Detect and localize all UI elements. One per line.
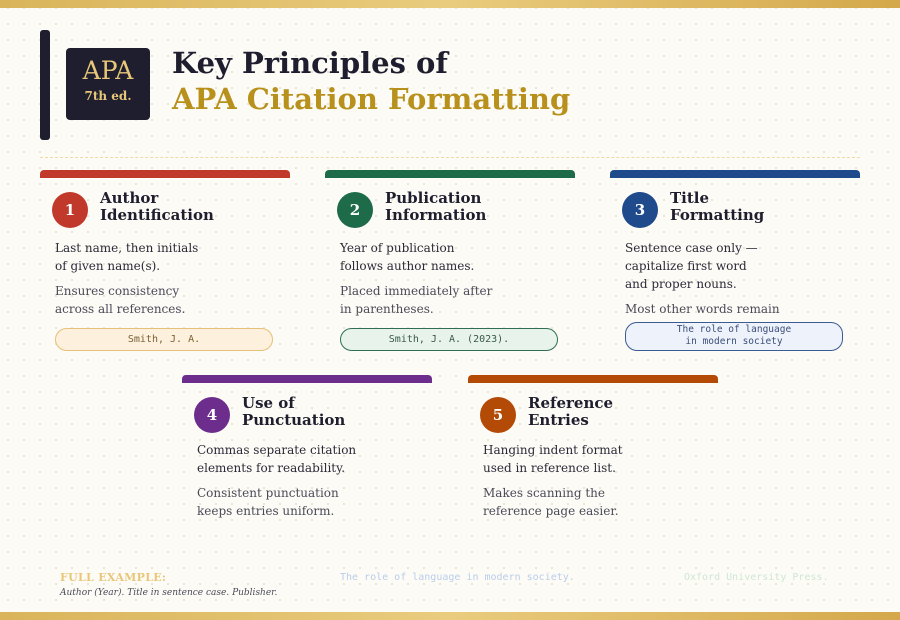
card-description-line: used in reference list. [483, 461, 616, 475]
card-color-bar [610, 170, 860, 178]
card-description-line: of given name(s). [55, 259, 161, 273]
apa-badge [66, 48, 150, 120]
card-description-line: Sentence case only — [625, 241, 758, 255]
card-note-line: in parentheses. [340, 302, 434, 316]
card-note-line: reference page easier. [483, 504, 619, 518]
card-title-line1: Title [670, 189, 710, 207]
card-color-bar [325, 170, 575, 178]
full-example-publisher: Oxford University Press. [684, 572, 829, 583]
full-example-title: The role of language in modern society. [340, 572, 575, 583]
card-title-line1: Author [100, 189, 159, 207]
card-color-bar [40, 170, 290, 178]
card-note-line: keeps entries uniform. [197, 504, 335, 518]
card-description-line: Last name, then initials [55, 241, 199, 255]
example-text: Smith, J. A. [127, 334, 201, 345]
card-description-line: Hanging indent format [483, 443, 623, 457]
card-description-line: and proper nouns. [625, 277, 737, 291]
header-divider [40, 157, 860, 158]
card-title-line1: Reference [528, 394, 614, 412]
card-title [385, 190, 486, 224]
card-note-line: Consistent punctuation [197, 486, 339, 500]
card-description-line: elements for readability. [197, 461, 346, 475]
full-example-pattern: Author (Year). Title in sentence case. Publisher. [60, 588, 278, 598]
card-use-of-punctuation [182, 375, 432, 525]
step-number-badge: 3 [622, 192, 658, 228]
card-title-line1: Use of [242, 394, 295, 412]
card-note [340, 282, 492, 318]
card-author-identification [40, 170, 290, 360]
page-title-line1: Key Principles of [172, 46, 448, 80]
card-description-line: Commas separate citation [197, 443, 357, 457]
card-title [528, 395, 613, 429]
top-gold-bar [0, 0, 900, 8]
example-pill [625, 322, 843, 351]
card-note-line: across all references. [55, 302, 186, 316]
card-note-line: Placed immediately after [340, 284, 493, 298]
step-number-badge: 2 [337, 192, 373, 228]
header-accent-bar [40, 30, 50, 140]
card-title-formatting [610, 170, 860, 360]
card-title-line2: Information [385, 206, 487, 224]
card-description-line: capitalize first word [625, 259, 747, 273]
card-publication-information [325, 170, 575, 360]
card-description [340, 239, 474, 275]
card-title-line2: Formatting [670, 206, 765, 224]
example-text-line: The role of language [676, 324, 792, 335]
card-note-line: Ensures consistency [55, 284, 180, 298]
card-note-line: Makes scanning the [483, 486, 605, 500]
card-note [197, 484, 339, 520]
card-description [625, 239, 758, 293]
card-title [242, 395, 345, 429]
step-number-badge: 1 [52, 192, 88, 228]
card-title-line2: Entries [528, 411, 589, 429]
page-title-line2: APA Citation Formatting [172, 82, 571, 116]
example-pill [55, 328, 273, 351]
step-number-badge: 4 [194, 397, 230, 433]
example-pill [340, 328, 558, 351]
card-description-line: follows author names. [340, 259, 475, 273]
bottom-gold-bar [0, 612, 900, 620]
card-title-line1: Publication [385, 189, 482, 207]
card-reference-entries [468, 375, 718, 525]
card-note [625, 300, 780, 318]
card-description-line: Year of publication [340, 241, 455, 255]
badge-edition-text: 7th ed. [84, 89, 132, 103]
card-description [197, 441, 356, 477]
card-title [100, 190, 214, 224]
card-title-line2: Identification [100, 206, 214, 224]
full-example-label: FULL EXAMPLE: [60, 571, 167, 584]
card-description [483, 441, 623, 477]
card-note [55, 282, 185, 318]
card-note [483, 484, 619, 520]
card-description [55, 239, 198, 275]
card-color-bar [468, 375, 718, 383]
card-note-line: Most other words remain [625, 302, 780, 316]
card-title [670, 190, 764, 224]
card-title-line2: Punctuation [242, 411, 346, 429]
example-text-line: in modern society [685, 336, 783, 347]
badge-apa-text: APA [82, 56, 134, 85]
card-color-bar [182, 375, 432, 383]
example-text: Smith, J. A. (2023). [388, 334, 510, 345]
step-number-badge: 5 [480, 397, 516, 433]
